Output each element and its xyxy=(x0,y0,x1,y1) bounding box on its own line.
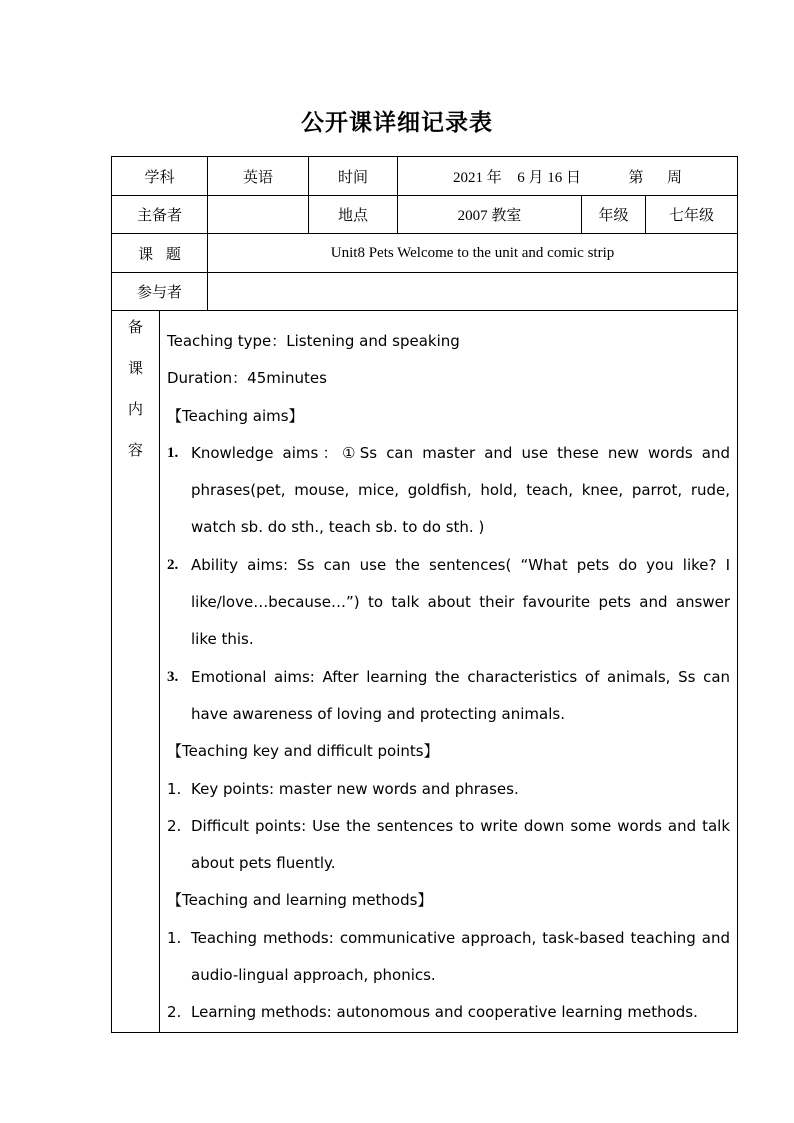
method-number: 1. xyxy=(167,928,182,947)
topic-value: Unit8 Pets Welcome to the unit and comic strip xyxy=(208,234,738,273)
preparer-value xyxy=(208,196,309,234)
aim-item xyxy=(167,547,730,659)
subject-label: 学科 xyxy=(112,157,208,196)
date-month: 6 月 xyxy=(517,169,544,186)
duration: Duration：45minutes xyxy=(167,369,327,388)
keypoint-item xyxy=(167,808,730,883)
aim-text: Emotional aims: After learning the characteristics of animals, Ss can have awareness of loving and protecting animals. xyxy=(191,667,731,723)
aim-text: Ability aims: Ss can use the sentences( “What pets do you like? I like/love…because…”) to talk about their favourite pets and answer like this. xyxy=(191,555,731,649)
method-item xyxy=(167,994,730,1031)
time-label: 时间 xyxy=(309,157,398,196)
week-suffix: 周 xyxy=(667,169,683,186)
keypoint-item xyxy=(167,771,730,808)
preparer-label: 主备者 xyxy=(112,196,208,234)
date-day: 16 日 xyxy=(547,169,582,186)
grade-label: 年级 xyxy=(582,196,646,234)
side-char: 容 xyxy=(127,441,143,459)
keypoint-text: Difficult points: Use the sentences to write down some words and talk about pets fluently. xyxy=(191,816,731,873)
aim-item xyxy=(167,659,730,734)
time-value xyxy=(398,157,738,196)
lesson-content xyxy=(160,311,738,1033)
methods-heading: 【Teaching and learning methods】 xyxy=(167,891,433,910)
method-text: Learning methods: autonomous and cooperative learning methods. xyxy=(191,1003,698,1022)
record-table xyxy=(111,156,738,1033)
aim-number: 1. xyxy=(167,444,179,461)
aims-heading: 【Teaching aims】 xyxy=(167,406,304,425)
lesson-prep-label xyxy=(112,311,160,1033)
aim-number: 3. xyxy=(167,668,179,685)
week-prefix: 第 xyxy=(628,169,644,186)
keypoint-text: Key points: master new words and phrases. xyxy=(191,779,519,798)
aim-number: 2. xyxy=(167,556,179,573)
participants-value xyxy=(208,273,738,311)
side-char: 备 xyxy=(127,318,143,336)
location-value: 2007 教室 xyxy=(398,196,582,234)
keypoint-number: 1. xyxy=(167,779,182,798)
topic-label: 课 题 xyxy=(112,234,208,273)
aim-text: Knowledge aims：①Ss can master and use these new words and phrases(pet, mouse, mice, goldfish, hold, teach, knee, parrot, rude, watch sb. do sth., teach sb. to do sth. ) xyxy=(191,443,731,537)
location-label: 地点 xyxy=(309,196,398,234)
keypoints-heading: 【Teaching key and difficult points】 xyxy=(167,742,439,761)
aim-item xyxy=(167,435,730,547)
date-year: 2021 年 xyxy=(452,169,502,186)
method-number: 2. xyxy=(167,1003,182,1022)
page-title: 公开课详细记录表 xyxy=(301,110,493,136)
method-text: Teaching methods: communicative approach, task-based teaching and audio-lingual approach, phonics. xyxy=(191,928,731,985)
teaching-type: Teaching type：Listening and speaking xyxy=(167,332,460,350)
side-char: 课 xyxy=(127,359,143,377)
subject-value: 英语 xyxy=(208,157,309,196)
side-char: 内 xyxy=(127,400,143,418)
method-item xyxy=(167,920,730,995)
keypoint-number: 2. xyxy=(167,816,182,835)
participants-label: 参与者 xyxy=(112,273,208,311)
grade-value: 七年级 xyxy=(646,196,738,234)
